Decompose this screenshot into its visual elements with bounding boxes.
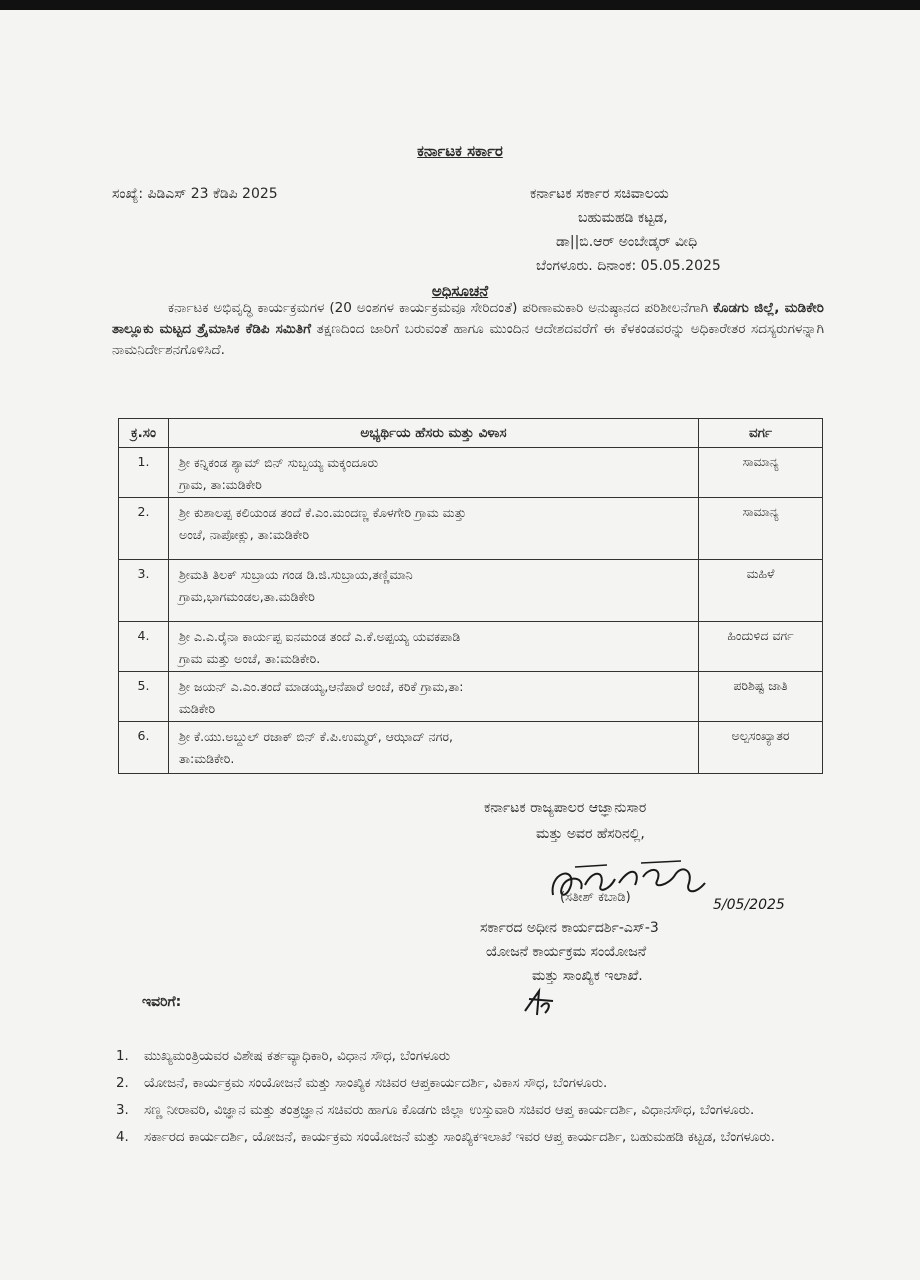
address-date-line: ಬೆಂಗಳೂರು. ದಿನಾಂಕ: 05.05.2025 [536,258,721,274]
header-category: ವರ್ಗ [699,419,823,448]
list-item-text: ಮುಖ್ಯಮಂತ್ರಿಯವರ ವಿಶೇಷ ಕರ್ತವ್ಯಾಧಿಕಾರಿ, ವಿಧಾನ ಸೌಧ, ಬೆಂಗಳೂರು [144,1049,451,1064]
list-item-number: 4. [116,1130,129,1145]
member-line-2: ಗ್ರಾಮ,ಭಾಗಮಂಡಲ,ತಾ.ಮಡಿಕೇರಿ [179,589,315,604]
member-line-1: ಶ್ರೀ ಕೆ.ಯು.ಅಬ್ದುಲ್ ರಜಾಕ್ ಬಿನ್ ಕೆ.ಪಿ.ಉಮ್ಮರ್, ಆಝಾದ್ ನಗರ, [179,729,453,744]
list-item [116,1046,816,1067]
category-cell: ಸಾಮಾನ್ಯ [699,498,823,560]
list-item-number: 1. [116,1049,129,1064]
list-item-text: ಸಣ್ಣ ನೀರಾವರಿ, ವಿಜ್ಞಾನ ಮತ್ತು ತಂತ್ರಜ್ಞಾನ ಸಚಿವರು ಹಾಗೂ ಕೊಡಗು ಜಿಲ್ಲಾ ಉಸ್ತುವಾರಿ ಸಚಿವರ ಆಪ್ತ ಕಾರ್ಯದರ್ಶಿ, ವಿಧಾನಸೌಧ, ಬೆಂಗಳೂರು. [144,1103,755,1118]
header-serial: ಕ್ರ.ಸಂ [119,419,169,448]
list-item [116,1100,816,1121]
signatory-designation-3: ಮತ್ತು ಸಾಂಖ್ಯಿಕ ಇಲಾಖೆ. [532,968,643,984]
list-item [116,1127,816,1148]
address-line-2: ಬಹುಮಹಡಿ ಕಟ್ಟಡ, [578,210,668,226]
category-cell: ಸಾಮಾನ್ಯ [699,448,823,498]
member-line-2: ಗ್ರಾಮ ಮತ್ತು ಅಂಚೆ, ತಾ:ಮಡಿಕೇರಿ. [179,651,321,666]
category-cell: ಅಲ್ಪಸಂಖ್ಯಾತರ [699,722,823,774]
serial-cell: 4. [119,622,169,672]
member-line-2: ಅಂಚೆ, ನಾಪೋಕ್ಲು, ತಾ:ಮಡಿಕೇರಿ [179,527,310,542]
name-address-cell [169,722,699,774]
name-address-cell [169,672,699,722]
serial-cell: 3. [119,560,169,622]
top-border [0,0,920,10]
member-line-1: ಶ್ರೀ ಕನ್ನಿಕಂಡ ಶ್ಯಾಮ್ ಬಿನ್ ಸುಬ್ಬಯ್ಯ ಮಕ್ಕಂದೂರು [179,455,379,470]
member-line-1: ಶ್ರೀ ಎ.ಎ.ರೈನಾ ಕಾರ್ಯಪ್ಪ ಐನಮಂಡ ತಂದೆ ಎ.ಕೆ.ಅಪ್ಪಯ್ಯ ಯವಕಪಾಡಿ [179,629,461,644]
address-line-3: ಡಾ||ಬಿ.ಆರ್ ಅಂಬೇಡ್ಕರ್ ವೀಧಿ [556,234,698,250]
address-line-1: ಕರ್ನಾಟಕ ಸರ್ಕಾರ ಸಚಿವಾಲಯ [530,186,669,202]
list-item [116,1073,816,1094]
reference-number: ಸಂಖ್ಯೆ: ಪಿಡಿಎಸ್ 23 ಕೆಡಿಪಿ 2025 [112,186,278,202]
recipients-label: ಇವರಿಗೆ: [142,994,182,1010]
member-line-1: ಶ್ರೀ ಕುಶಾಲಪ್ಪ ಕಲಿಯಂಡ ತಂದೆ ಕೆ.ಎಂ.ಮಂದಣ್ಣ ಕೊಳಗೇರಿ ಗ್ರಾಮ ಮತ್ತು [179,505,467,520]
serial-cell: 2. [119,498,169,560]
signature-date: 5/05/2025 [713,897,785,913]
name-address-cell [169,498,699,560]
notification-body [112,298,824,361]
members-table [118,418,823,774]
list-item-number: 2. [116,1076,129,1091]
table-header-row [119,419,823,448]
category-cell: ಹಿಂದುಳಿದ ವರ್ಗ [699,622,823,672]
governor-name-line: ಮತ್ತು ಅವರ ಹೆಸರಿನಲ್ಲಿ, [536,826,645,842]
signatory-designation-2: ಯೋಜನೆ ಕಾರ್ಯಕ್ರಮ ಸಂಯೋಜನೆ [486,944,647,960]
list-item-number: 3. [116,1103,129,1118]
signatory-designation-1: ಸರ್ಕಾರದ ಅಧೀನ ಕಾರ್ಯದರ್ಶಿ-ಎಸ್-3 [480,920,659,936]
member-line-2: ಗ್ರಾಮ, ತಾ:ಮಡಿಕೇರಿ [179,477,262,492]
signatory-name: (ಸತೀಶ್ ಕಬಾಡಿ) [560,890,631,905]
table-row [119,722,823,774]
table-row [119,448,823,498]
initial-mark [519,985,559,1021]
member-line-1: ಶ್ರೀಮತಿ ತಿಲಕ್ ಸುಬ್ರಾಯ ಗಂಡ ಡಿ.ಜಿ.ಸುಬ್ರಾಯ,ತಣ್ಣಿಮಾನಿ [179,567,413,582]
serial-cell: 5. [119,672,169,722]
name-address-cell [169,448,699,498]
recipients-list [116,1046,816,1154]
table-row [119,622,823,672]
notification-heading: ಅಧಿಸೂಚನೆ [431,282,489,300]
governor-order-line: ಕರ್ನಾಟಕ ರಾಜ್ಯಪಾಲರ ಆಜ್ಞಾನುಸಾರ [484,800,647,816]
category-cell: ಪರಿಶಿಷ್ಟ ಜಾತಿ [699,672,823,722]
name-address-cell [169,560,699,622]
notification-text-1: ಕರ್ನಾಟಕ ಅಭಿವೃದ್ಧಿ ಕಾರ್ಯಕ್ರಮಗಳ (20 ಅಂಶಗಳ ಕಾರ್ಯಕ್ರಮವೂ ಸೇರಿದಂತೆ) ಪರಿಣಾಮಕಾರಿ ಅನುಷ್ಠಾನದ ಪರಿಶೀಲನೆಗಾಗಿ [168,300,714,316]
member-line-2: ತಾ:ಮಡಿಕೇರಿ. [179,751,235,766]
member-line-1: ಶ್ರೀ ಜಯನ್ ಎ.ಎಂ.ತಂದೆ ಮಾಡಯ್ಯ,ಆನೆಪಾರೆ ಅಂಚೆ, ಕರಿಕೆ ಗ್ರಾಮ,ತಾ: [179,679,464,694]
serial-cell: 6. [119,722,169,774]
table-row [119,498,823,560]
notification-text-2: ತಕ್ಷಣದಿಂದ ಜಾರಿಗೆ ಬರುವಂತೆ ಹಾಗೂ ಮುಂದಿನ ಆದೇಶದವರೆಗೆ ಈ ಕೆಳಕಂಡವರನ್ನು ಅಧಿಕಾರೇತರ ಸದಸ್ಯರುಗಳನ್ನಾಗಿ ನಾಮನಿರ್ದೇಶನಗೊಳಿಸಿದೆ. [112,321,825,358]
member-line-2: ಮಡಿಕೇರಿ [179,701,216,716]
list-item-text: ಸರ್ಕಾರದ ಕಾರ್ಯದರ್ಶಿ, ಯೋಜನೆ, ಕಾರ್ಯಕ್ರಮ ಸಂಯೋಜನೆ ಮತ್ತು ಸಾಂಖ್ಯಿಕಇಲಾಖೆ ಇವರ ಆಪ್ತ ಕಾರ್ಯದರ್ಶಿ, ಬಹುಮಹಡಿ ಕಟ್ಟಡ, ಬೆಂಗಳೂರು. [144,1130,775,1145]
notification-text-bold: ಕೊಡಗು ಜಿಲ್ಲೆ, ಮಡಿಕೇರಿ ತಾಲ್ಲೂಕು ಮಟ್ಟದ ತ್ರೈಮಾಸಿಕ ಕೆಡಿಪಿ ಸಮಿತಿಗೆ [112,300,824,337]
list-item-text: ಯೋಜನೆ, ಕಾರ್ಯಕ್ರಮ ಸಂಯೋಜನೆ ಮತ್ತು ಸಾಂಖ್ಯಿಕ ಸಚಿವರ ಆಪ್ತಕಾರ್ಯದರ್ಶಿ, ವಿಕಾಸ ಸೌಧ, ಬೆಂಗಳೂರು. [144,1076,608,1091]
table-row [119,560,823,622]
document-title: ಕರ್ನಾಟಕ ಸರ್ಕಾರ [417,142,503,160]
header-name-address: ಅಭ್ಯರ್ಥಿಯ ಹೆಸರು ಮತ್ತು ವಿಳಾಸ [169,419,699,448]
name-address-cell [169,622,699,672]
table-row [119,672,823,722]
category-cell: ಮಹಿಳೆ [699,560,823,622]
serial-cell: 1. [119,448,169,498]
